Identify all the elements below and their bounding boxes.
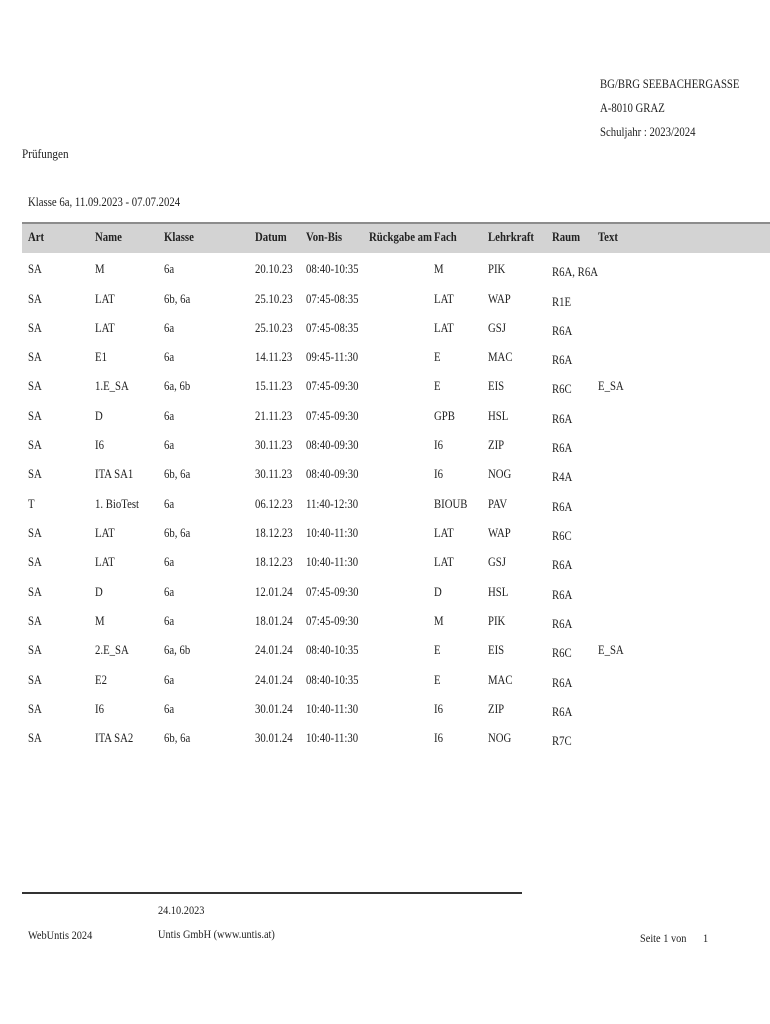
- cell-name: D: [95, 409, 103, 423]
- cell-art: SA: [28, 467, 42, 481]
- cell-raum: R6A: [552, 441, 573, 455]
- cell-raum: R7C: [552, 734, 572, 748]
- cell-art: SA: [28, 292, 42, 306]
- cell-fach: LAT: [434, 526, 454, 540]
- cell-fach: E: [434, 643, 441, 657]
- cell-klasse: 6a: [164, 350, 175, 364]
- col-header-raum: Raum: [552, 230, 581, 244]
- school-header: [600, 72, 739, 144]
- cell-name: I6: [95, 702, 104, 716]
- cell-datum: 21.11.23: [255, 409, 293, 423]
- cell-raum: R6A: [552, 500, 573, 514]
- cell-klasse: 6a: [164, 409, 175, 423]
- cell-lehrkraft: NOG: [488, 467, 512, 481]
- school-name: BG/BRG SEEBACHERGASSE: [600, 77, 740, 91]
- cell-von-bis: 08:40-10:35: [306, 643, 359, 657]
- cell-lehrkraft: MAC: [488, 350, 513, 364]
- cell-von-bis: 07:45-09:30: [306, 379, 359, 393]
- cell-lehrkraft: MAC: [488, 673, 513, 687]
- cell-klasse: 6a: [164, 321, 175, 335]
- cell-klasse: 6a: [164, 673, 175, 687]
- cell-klasse: 6a: [164, 614, 175, 628]
- footer-page-label: Seite 1 von: [640, 931, 687, 945]
- cell-lehrkraft: WAP: [488, 526, 511, 540]
- cell-von-bis: 08:40-10:35: [306, 262, 359, 276]
- cell-datum: 12.01.24: [255, 585, 293, 599]
- cell-art: SA: [28, 526, 42, 540]
- cell-von-bis: 07:45-09:30: [306, 614, 359, 628]
- cell-datum: 20.10.23: [255, 262, 293, 276]
- cell-name: 2.E_SA: [95, 643, 129, 657]
- cell-klasse: 6b, 6a: [164, 526, 191, 540]
- cell-fach: BIOUB: [434, 497, 468, 511]
- cell-datum: 24.01.24: [255, 673, 293, 687]
- cell-fach: M: [434, 614, 444, 628]
- cell-von-bis: 10:40-11:30: [306, 702, 359, 716]
- cell-art: SA: [28, 379, 42, 393]
- cell-datum: 14.11.23: [255, 350, 293, 364]
- cell-raum: R6A, R6A: [552, 265, 598, 279]
- cell-name: 1.E_SA: [95, 379, 129, 393]
- cell-art: SA: [28, 262, 42, 276]
- cell-fach: I6: [434, 731, 443, 745]
- cell-fach: LAT: [434, 321, 454, 335]
- cell-raum: R6A: [552, 705, 573, 719]
- cell-lehrkraft: EIS: [488, 643, 505, 657]
- cell-lehrkraft: WAP: [488, 292, 511, 306]
- cell-art: SA: [28, 614, 42, 628]
- cell-name: LAT: [95, 292, 115, 306]
- cell-lehrkraft: ZIP: [488, 438, 505, 452]
- cell-text: E_SA: [598, 643, 624, 657]
- cell-klasse: 6a: [164, 585, 175, 599]
- cell-name: D: [95, 585, 103, 599]
- cell-raum: R6A: [552, 412, 573, 426]
- cell-art: SA: [28, 673, 42, 687]
- cell-fach: E: [434, 673, 441, 687]
- cell-name: ITA SA2: [95, 731, 134, 745]
- cell-von-bis: 08:40-09:30: [306, 467, 359, 481]
- col-header-datum: Datum: [255, 230, 287, 244]
- cell-von-bis: 10:40-11:30: [306, 526, 359, 540]
- cell-name: LAT: [95, 555, 115, 569]
- cell-name: LAT: [95, 526, 115, 540]
- cell-datum: 25.10.23: [255, 292, 293, 306]
- cell-raum: R6A: [552, 676, 573, 690]
- cell-von-bis: 11:40-12:30: [306, 497, 359, 511]
- cell-klasse: 6b, 6a: [164, 292, 191, 306]
- cell-art: SA: [28, 702, 42, 716]
- cell-lehrkraft: PIK: [488, 614, 506, 628]
- cell-art: SA: [28, 438, 42, 452]
- cell-raum: R6A: [552, 617, 573, 631]
- cell-name: E1: [95, 350, 107, 364]
- cell-datum: 30.01.24: [255, 731, 293, 745]
- cell-von-bis: 07:45-09:30: [306, 585, 359, 599]
- cell-text: E_SA: [598, 379, 624, 393]
- cell-name: I6: [95, 438, 104, 452]
- cell-von-bis: 07:45-09:30: [306, 409, 359, 423]
- cell-von-bis: 08:40-09:30: [306, 438, 359, 452]
- footer-company: Untis GmbH (www.untis.at): [158, 927, 275, 941]
- school-year: Schuljahr : 2023/2024: [600, 125, 696, 139]
- cell-raum: R6A: [552, 324, 573, 338]
- col-header-rueckgabe: Rückgabe am: [369, 230, 433, 244]
- cell-name: ITA SA1: [95, 467, 134, 481]
- cell-raum: R6A: [552, 353, 573, 367]
- cell-von-bis: 07:45-08:35: [306, 292, 359, 306]
- cell-lehrkraft: GSJ: [488, 555, 506, 569]
- cell-name: M: [95, 614, 105, 628]
- footer-date: 24.10.2023: [158, 903, 205, 917]
- footer-rule: [22, 892, 522, 894]
- cell-klasse: 6a: [164, 497, 175, 511]
- school-address: A-8010 GRAZ: [600, 101, 665, 115]
- cell-fach: E: [434, 379, 441, 393]
- cell-fach: LAT: [434, 292, 454, 306]
- cell-art: SA: [28, 409, 42, 423]
- cell-von-bis: 10:40-11:30: [306, 731, 359, 745]
- cell-datum: 15.11.23: [255, 379, 293, 393]
- cell-datum: 18.12.23: [255, 526, 293, 540]
- cell-raum: R6C: [552, 529, 572, 543]
- cell-raum: R6A: [552, 588, 573, 602]
- cell-fach: I6: [434, 467, 443, 481]
- cell-klasse: 6b, 6a: [164, 467, 191, 481]
- cell-von-bis: 10:40-11:30: [306, 555, 359, 569]
- cell-datum: 30.11.23: [255, 467, 293, 481]
- cell-name: LAT: [95, 321, 115, 335]
- cell-art: SA: [28, 555, 42, 569]
- cell-raum: R4A: [552, 470, 573, 484]
- cell-klasse: 6b, 6a: [164, 731, 191, 745]
- cell-raum: R6C: [552, 646, 572, 660]
- cell-klasse: 6a: [164, 555, 175, 569]
- cell-art: SA: [28, 731, 42, 745]
- cell-datum: 25.10.23: [255, 321, 293, 335]
- cell-lehrkraft: NOG: [488, 731, 512, 745]
- cell-lehrkraft: ZIP: [488, 702, 505, 716]
- cell-fach: I6: [434, 702, 443, 716]
- cell-name: 1. BioTest: [95, 497, 140, 511]
- cell-fach: GPB: [434, 409, 455, 423]
- cell-lehrkraft: HSL: [488, 409, 509, 423]
- col-header-art: Art: [28, 230, 45, 244]
- footer-page-total: 1: [703, 931, 709, 945]
- cell-klasse: 6a, 6b: [164, 643, 191, 657]
- cell-fach: LAT: [434, 555, 454, 569]
- cell-name: E2: [95, 673, 107, 687]
- cell-lehrkraft: HSL: [488, 585, 509, 599]
- cell-art: SA: [28, 321, 42, 335]
- cell-lehrkraft: GSJ: [488, 321, 506, 335]
- footer-app: WebUntis 2024: [28, 928, 93, 942]
- cell-art: T: [28, 497, 35, 511]
- class-period: Klasse 6a, 11.09.2023 - 07.07.2024: [28, 195, 181, 209]
- cell-raum: R6A: [552, 558, 573, 572]
- cell-datum: 18.01.24: [255, 614, 293, 628]
- cell-datum: 06.12.23: [255, 497, 293, 511]
- cell-fach: M: [434, 262, 444, 276]
- col-header-text: Text: [598, 230, 618, 244]
- cell-name: M: [95, 262, 105, 276]
- cell-klasse: 6a, 6b: [164, 379, 191, 393]
- cell-fach: E: [434, 350, 441, 364]
- cell-fach: I6: [434, 438, 443, 452]
- cell-art: SA: [28, 643, 42, 657]
- cell-von-bis: 08:40-10:35: [306, 673, 359, 687]
- cell-lehrkraft: PAV: [488, 497, 508, 511]
- cell-datum: 30.01.24: [255, 702, 293, 716]
- col-header-lehrkraft: Lehrkraft: [488, 230, 534, 244]
- cell-lehrkraft: PIK: [488, 262, 506, 276]
- cell-klasse: 6a: [164, 702, 175, 716]
- cell-von-bis: 07:45-08:35: [306, 321, 359, 335]
- cell-lehrkraft: EIS: [488, 379, 505, 393]
- cell-von-bis: 09:45-11:30: [306, 350, 359, 364]
- cell-raum: R1E: [552, 295, 572, 309]
- cell-art: SA: [28, 585, 42, 599]
- cell-art: SA: [28, 350, 42, 364]
- cell-datum: 30.11.23: [255, 438, 293, 452]
- cell-datum: 18.12.23: [255, 555, 293, 569]
- col-header-fach: Fach: [434, 230, 457, 244]
- col-header-name: Name: [95, 230, 122, 244]
- cell-klasse: 6a: [164, 262, 175, 276]
- page-title: Prüfungen: [22, 146, 69, 161]
- cell-datum: 24.01.24: [255, 643, 293, 657]
- col-header-von-bis: Von-Bis: [306, 230, 343, 244]
- cell-klasse: 6a: [164, 438, 175, 452]
- cell-fach: D: [434, 585, 442, 599]
- col-header-klasse: Klasse: [164, 230, 194, 244]
- cell-raum: R6C: [552, 382, 572, 396]
